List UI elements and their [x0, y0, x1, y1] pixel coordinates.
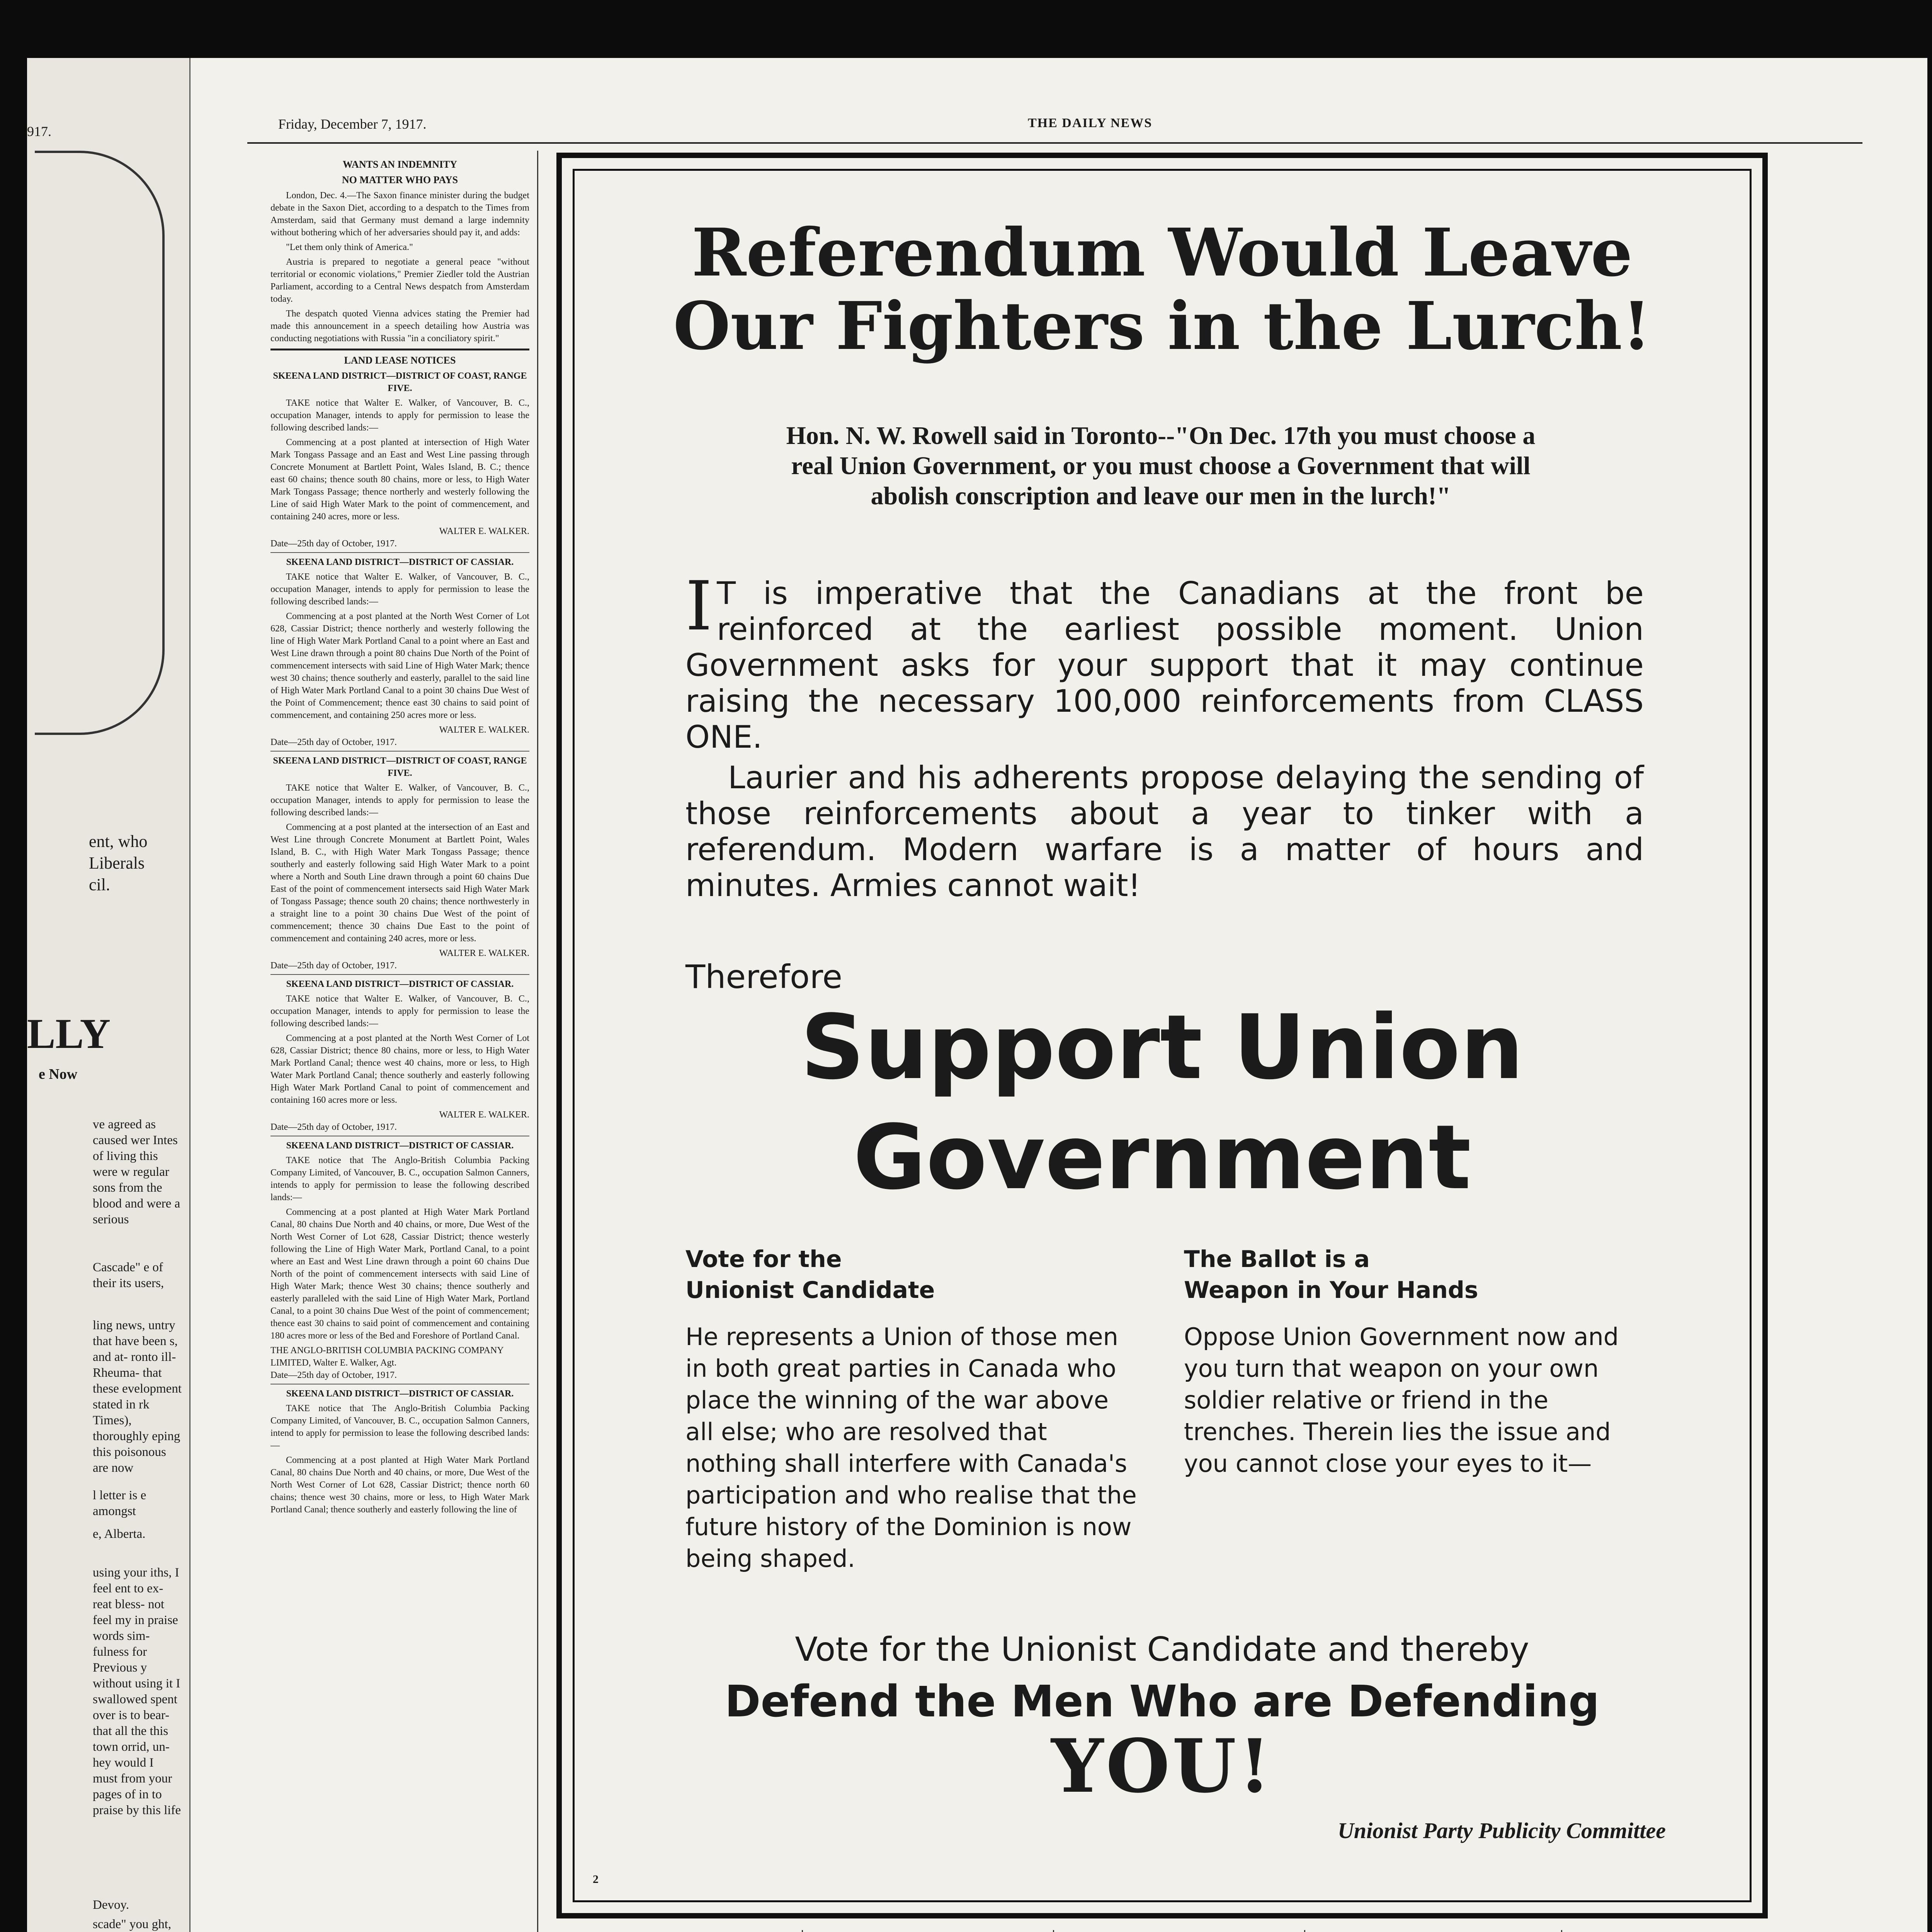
ad-vote-line: Vote for the Unionist Candidate and thereby [795, 1630, 1529, 1669]
ad-support-line: Support Union [800, 996, 1524, 1099]
article-subtitle: NO MATTER WHO PAYS [342, 174, 458, 185]
column-separator [1304, 1930, 1305, 1932]
notice-paragraph: TAKE notice that The Anglo-British Columbia Packing Company Limited, of Vancouver, B. C., occupation Salmon Canners, intends to apply for permission to lease the following described lands:— [270, 1155, 529, 1202]
ad-therefore: Therefore [685, 958, 842, 996]
ad-headline-line: Our Fighters in the Lurch! [673, 287, 1651, 365]
notice-paragraph: Commencing at a post planted at the North West Corner of Lot 628, Cassiar District; thence northerly and westerly following the line of High Water Mark Portland Canal to a point where an East and West Line drawn through a point 80 chains Due North of the Point of commencement intersects with said Line of High Water Mark; thence west 30 chains; thence southerly and easterly, parallel to the said line of High Water Mark Portland Canal to a point 30 chains Due West of the Point of Commencement; thence east 30 chains to said point of commencement, and containing 250 acres more or less. [270, 611, 529, 720]
notice-heading: SKEENA LAND DISTRICT—DISTRICT OF COAST, RANGE FIVE. [273, 371, 527, 393]
ad-body [685, 567, 1644, 903]
prev-fragment: Cascade" e of their its users, [93, 1260, 164, 1290]
article-paragraph: London, Dec. 4.—The Saxon finance minister during the budget debate in the Saxon Diet, according to a despatch to the Times from Amsterdam, said that Germany must demand a large indemnity without bothering which of her adversaries should pay it, and adds: [270, 190, 529, 238]
ad-left-heading: Unionist Candidate [685, 1277, 935, 1304]
article-paragraph: "Let them only think of America." [286, 242, 413, 252]
scan-edge-right [1927, 0, 1932, 1932]
prev-fragment: scade" you ght, [93, 1917, 172, 1931]
notice-date: Date—25th day of October, 1917. [270, 1369, 529, 1384]
column-separator [1053, 1930, 1054, 1932]
ad-right-column [1184, 1244, 1648, 1480]
notice-date: Date—25th day of October, 1917. [270, 1121, 529, 1136]
notice-heading: SKEENA LAND DISTRICT—DISTRICT OF CASSIAR. [286, 1389, 514, 1399]
prev-fragment: ent, who [89, 832, 148, 851]
ad-paragraph-text: T is imperative that the Canadians at the front be reinforced at the earliest possible moment. Union Government asks for your support that it may continue raising the necessary 100,000 reinforcements from CLASS ONE. [685, 575, 1644, 755]
prev-ornament [35, 151, 165, 735]
notice-paragraph: Commencing at a post planted at High Water Mark Portland Canal, 80 chains Due North and 40 chains, or more, Due West of the North West Corner of Lot 628, Cassiar District; thence westerly following the Line of High Water Mark, Portland Canal, to a point where an East and West Line drawn through a point 60 chains Due North of the point of commencement intersects with said Line of High Water Mark; thence West 30 chains; thence southerly and easterly paralleled with the said Line of High Water Mark, Portland Canal, to a point 30 chains Due West of the point of commencement; thence east 30 chains to said point of commencement and containing 180 acres more or less of the Bed and Foreshore of Portland Canal. [270, 1207, 529, 1341]
notice-signature: WALTER E. WALKER. [439, 1110, 529, 1120]
notice-heading: SKEENA LAND DISTRICT—DISTRICT OF CASSIAR. [286, 979, 514, 989]
scan-edge-left [0, 0, 27, 1932]
ad-committee: Unionist Party Publicity Committee [1337, 1818, 1666, 1843]
ad-support-line: Government [853, 1106, 1471, 1209]
ad-headline-line: Referendum Would Leave [691, 214, 1633, 291]
ad-page-number: 2 [593, 1873, 599, 1886]
prev-fragment: Devoy. [93, 1898, 129, 1912]
notice-heading: SKEENA LAND DISTRICT—DISTRICT OF CASSIAR. [286, 1141, 514, 1151]
ad-you: YOU! [1051, 1723, 1273, 1809]
notice-paragraph: TAKE notice that The Anglo-British Columbia Packing Company Limited, of Vancouver, B. C., occupation Salmon Canners, intend to apply for permission to lease the following described lands:— [270, 1403, 529, 1451]
ad-left-column [685, 1244, 1141, 1575]
prev-year: 917. [27, 124, 51, 139]
prev-fragment: cil. [89, 875, 110, 894]
ad-support-title [562, 993, 1762, 1213]
prev-fragment: Liberals [89, 854, 145, 872]
ad-quote: Hon. N. W. Rowell said in Toronto--"On Dec. 17th you must choose a real Union Government, or you must choose a Government that will abolish conscription and leave our men in the lurch!" [786, 422, 1536, 510]
notice-heading: SKEENA LAND DISTRICT—DISTRICT OF COAST, RANGE FIVE. [273, 756, 527, 778]
prev-fragment: ve agreed as caused wer Intes of living this were w regular sons from the blood and were a serious [93, 1117, 180, 1226]
ad-dropcap: I [685, 567, 713, 646]
notice-paragraph: TAKE notice that Walter E. Walker, of Vancouver, B. C., occupation Manager, intends to apply for permission to lease the following described lands:— [270, 783, 529, 818]
column-separator [802, 1930, 803, 1932]
ad-left-text: He represents a Union of those men in both great parties in Canada who place the winning of the war above all else; who are resolved that nothing shall interfere with Canada's participation and who realise that the future history of the Dominion is now being shaped. [685, 1323, 1137, 1573]
notice-signature: WALTER E. WALKER. [439, 948, 529, 958]
notice-paragraph: Commencing at a post planted at the intersection of an East and West Line through Concrete Monument at Bartlett Point, Wales Island, B. C., with High Water Mark Tongass Passage; thence southerly and easterly following said High Water Mark to a point where a North and South Line drawn through a point 60 chains Due East of the point of commencement intersects said High Water Mark of Tongass Passage; thence south 20 chains; thence northwesterly in a straight line to a point 30 chains Due West of the point of commencement; thence 30 chains Due East to the point of commencement and containing 240 acres, more or less. [270, 822, 529, 944]
column-separator [537, 151, 538, 1932]
ad-left-heading: Vote for the [685, 1246, 842, 1273]
notice-date: Date—25th day of October, 1917. [270, 537, 529, 553]
article-paragraph: Austria is prepared to negotiate a general peace "without territorial or economic violations," Premier Ziedler told the Austrian Parliament, according to a Central News despatch from Amsterdam today. [270, 257, 529, 304]
union-government-advertisement [556, 153, 1768, 1918]
notice-signature: THE ANGLO-BRITISH COLUMBIA PACKING COMPANY LIMITED, Walter E. Walker, Agt. [270, 1345, 503, 1368]
header-rule [247, 142, 1862, 144]
prev-fragment: e, Alberta. [93, 1527, 146, 1541]
ad-right-heading: The Ballot is a [1184, 1246, 1370, 1273]
notice-signature: WALTER E. WALKER. [439, 725, 529, 735]
ad-defend-line: Defend the Men Who are Defending [724, 1677, 1600, 1727]
prev-fragment: ling news, untry that have been s, and at- ronto ill- Rheuma- that these evelopment stated in rk Times), thoroughly eping this poisonous are now [93, 1318, 182, 1475]
notice-paragraph: Commencing at a post planted at intersection of High Water Mark Tongass Passage and an East and West Line passing through Concrete Monument at Bartlett Point, Wales Island, B. C.; thence east 60 chains; thence south 80 chains, more or less, to High Water Mark Tongass Passage; thence northerly and westerly following the Line of said High Water Mark to the point of commencement, and containing 240 acres, more or less. [270, 437, 529, 522]
scan-edge-top [0, 0, 1932, 58]
left-column [270, 155, 529, 1932]
notice-date: Date—25th day of October, 1917. [270, 736, 529, 752]
previous-page-fragment [27, 58, 190, 1932]
page-header [216, 116, 1762, 139]
notice-signature: WALTER E. WALKER. [439, 526, 529, 536]
notice-date: Date—25th day of October, 1917. [270, 959, 529, 975]
article-paragraph: The despatch quoted Vienna advices stating the Premier had made this announcement in a speech detailing how Austria was conducting negotiations with Russia "in a conciliatory spirit." [270, 309, 529, 344]
notice-paragraph: Commencing at a post planted at the North West Corner of Lot 628, Cassiar District; thence 80 chains, more or less, to High Water Mark Portland Canal; thence west 40 chains, more or less, to High Water Mark Portland Canal; thence southerly and easterly following High Water Mark Portland Canal to point of commencement and containing 160 acres more or less. [270, 1033, 529, 1105]
masthead: THE DAILY NEWS [1028, 116, 1153, 130]
column-separator [1561, 1930, 1562, 1932]
section-title: LAND LEASE NOTICES [344, 355, 456, 366]
prev-big-title: LLY [27, 1010, 111, 1057]
notice-heading: SKEENA LAND DISTRICT—DISTRICT OF CASSIAR. [286, 557, 514, 567]
notice-paragraph: TAKE notice that Walter E. Walker, of Vancouver, B. C., occupation Manager, intends to apply for permission to lease the following described lands:— [270, 994, 529, 1029]
notice-paragraph: TAKE notice that Walter E. Walker, of Vancouver, B. C., occupation Manager, intends to apply for permission to lease the following described lands:— [270, 572, 529, 607]
notice-paragraph: TAKE notice that Walter E. Walker, of Vancouver, B. C., occupation Manager, intends to apply for permission to lease the following described lands:— [270, 398, 529, 433]
issue-date: Friday, December 7, 1917. [278, 116, 427, 132]
prev-fragment: e Now [39, 1066, 78, 1082]
ad-paragraph: Laurier and his adherents propose delaying the sending of those reinforcements about a year to tinker with a referendum. Modern warfare is a matter of hours and minutes. Armies cannot wait! [685, 760, 1644, 903]
section-rule [270, 349, 529, 350]
prev-fragment: using your iths, I feel ent to ex- reat bless- not feel my in praise words sim- fulness for Previous y without using it I swallowed spent over is to bear- that all the this town orrid, un- hey would I must from your pages of in to praise by this life [93, 1566, 181, 1817]
article-title: WANTS AN INDEMNITY [342, 159, 457, 170]
prev-fragment: l letter is e amongst [93, 1488, 146, 1518]
ad-headline [562, 216, 1762, 363]
notice-paragraph: Commencing at a post planted at High Water Mark Portland Canal, 80 chains Due North and 40 chains, or more, Due West of the North West Corner of Lot 628, Cassiar District; thence north 60 chains; thence west 30 chains, more or less, to High Water Mark Portland Canal; thence southerly and easterly following the line of [270, 1455, 529, 1515]
ad-paragraph [685, 567, 1644, 755]
ad-right-text: Oppose Union Government now and you turn that weapon on your own soldier relative or friend in the trenches. Therein lies the issue and you cannot close your eyes to it— [1184, 1323, 1619, 1478]
ad-right-heading: Weapon in Your Hands [1184, 1277, 1478, 1304]
